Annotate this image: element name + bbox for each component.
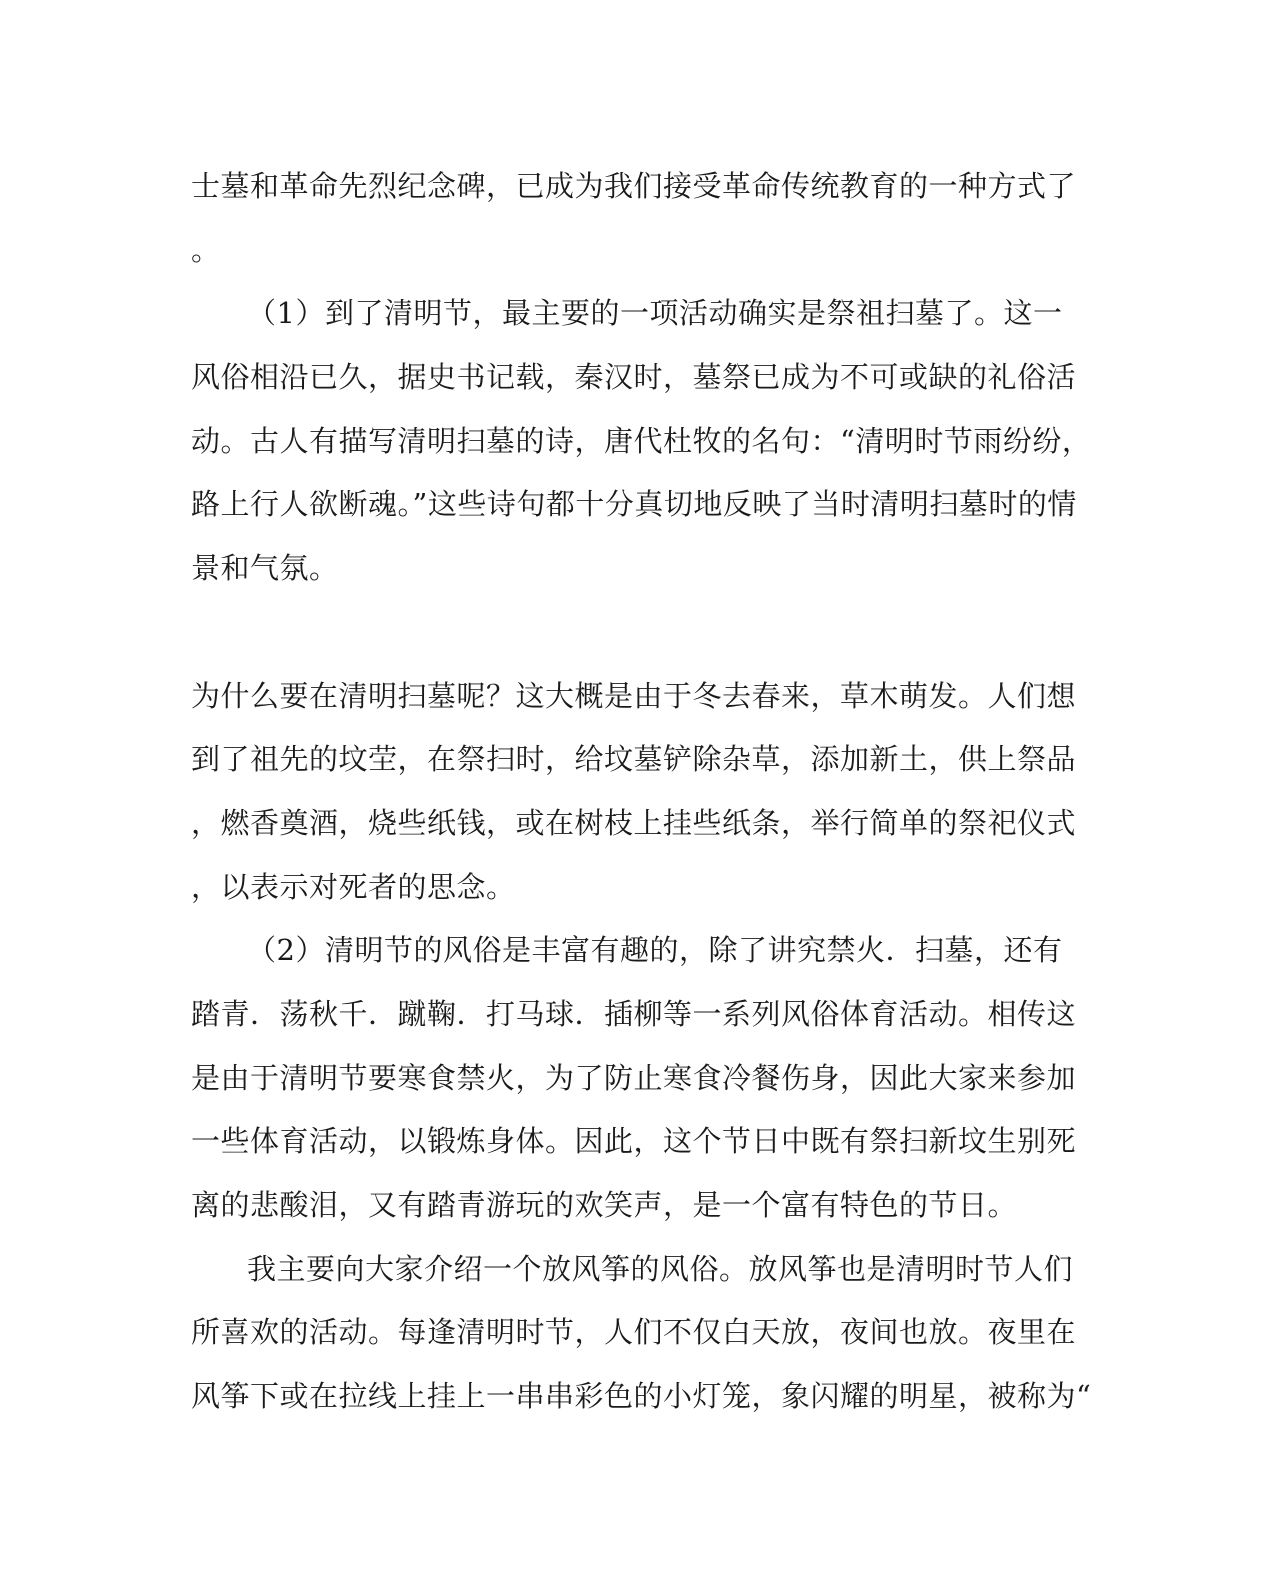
text-line-14: 是由于清明节要寒食禁火，为了防止寒食冷餐伤身，因此大家来参加: [191, 1061, 1077, 1095]
text-line-13: 踏青．荡秋千．蹴鞠．打马球．插柳等一系列风俗体育活动。相传这: [191, 997, 1077, 1031]
text-line-10: ，燃香奠酒，烧些纸钱，或在树枝上挂些纸条，举行简单的祭祀仪式: [191, 806, 1077, 840]
text-line-11: ，以表示对死者的思念。: [191, 870, 516, 904]
text-line-18: 所喜欢的活动。每逢清明时节，人们不仅白天放，夜间也放。夜里在: [191, 1315, 1077, 1349]
text-line-16: 离的悲酸泪，又有踏青游玩的欢笑声，是一个富有特色的节日。: [191, 1188, 1018, 1222]
paragraph-4-start: 我主要向大家介绍一个放风筝的风俗。放风筝也是清明时节人们: [247, 1252, 1074, 1286]
text-line-4: 风俗相沿已久，据史书记载，秦汉时，墓祭已成为不可或缺的礼俗活: [191, 360, 1077, 394]
text-line-6: 路上行人欲断魂。”这些诗句都十分真切地反映了当时清明扫墓时的情: [191, 487, 1077, 521]
text-line-2: 。: [191, 233, 221, 267]
text-line-19: 风筝下或在拉线上挂上一串串彩色的小灯笼，象闪耀的明星，被称为“: [191, 1379, 1092, 1413]
text-line-7: 景和气氛。: [191, 551, 339, 585]
text-line-15: 一些体育活动，以锻炼身体。因此，这个节日中既有祭扫新坟生别死: [191, 1124, 1077, 1158]
text-line-5: 动。古人有描写清明扫墓的诗，唐代杜牧的名句：“清明时节雨纷纷，: [191, 424, 1092, 458]
paragraph-1-start: （1）到了清明节，最主要的一项活动确实是祭祖扫墓了。这一: [247, 296, 1063, 330]
paragraph-2-start: 为什么要在清明扫墓呢？这大概是由于冬去春来，草木萌发。人们想: [191, 679, 1077, 713]
text-line-1: 士墓和革命先烈纪念碑，已成为我们接受革命传统教育的一种方式了: [191, 169, 1077, 203]
text-line-9: 到了祖先的坟茔，在祭扫时，给坟墓铲除杂草，添加新土，供上祭品: [191, 742, 1077, 776]
paragraph-3-start: （2）清明节的风俗是丰富有趣的，除了讲究禁火．扫墓，还有: [247, 933, 1063, 967]
